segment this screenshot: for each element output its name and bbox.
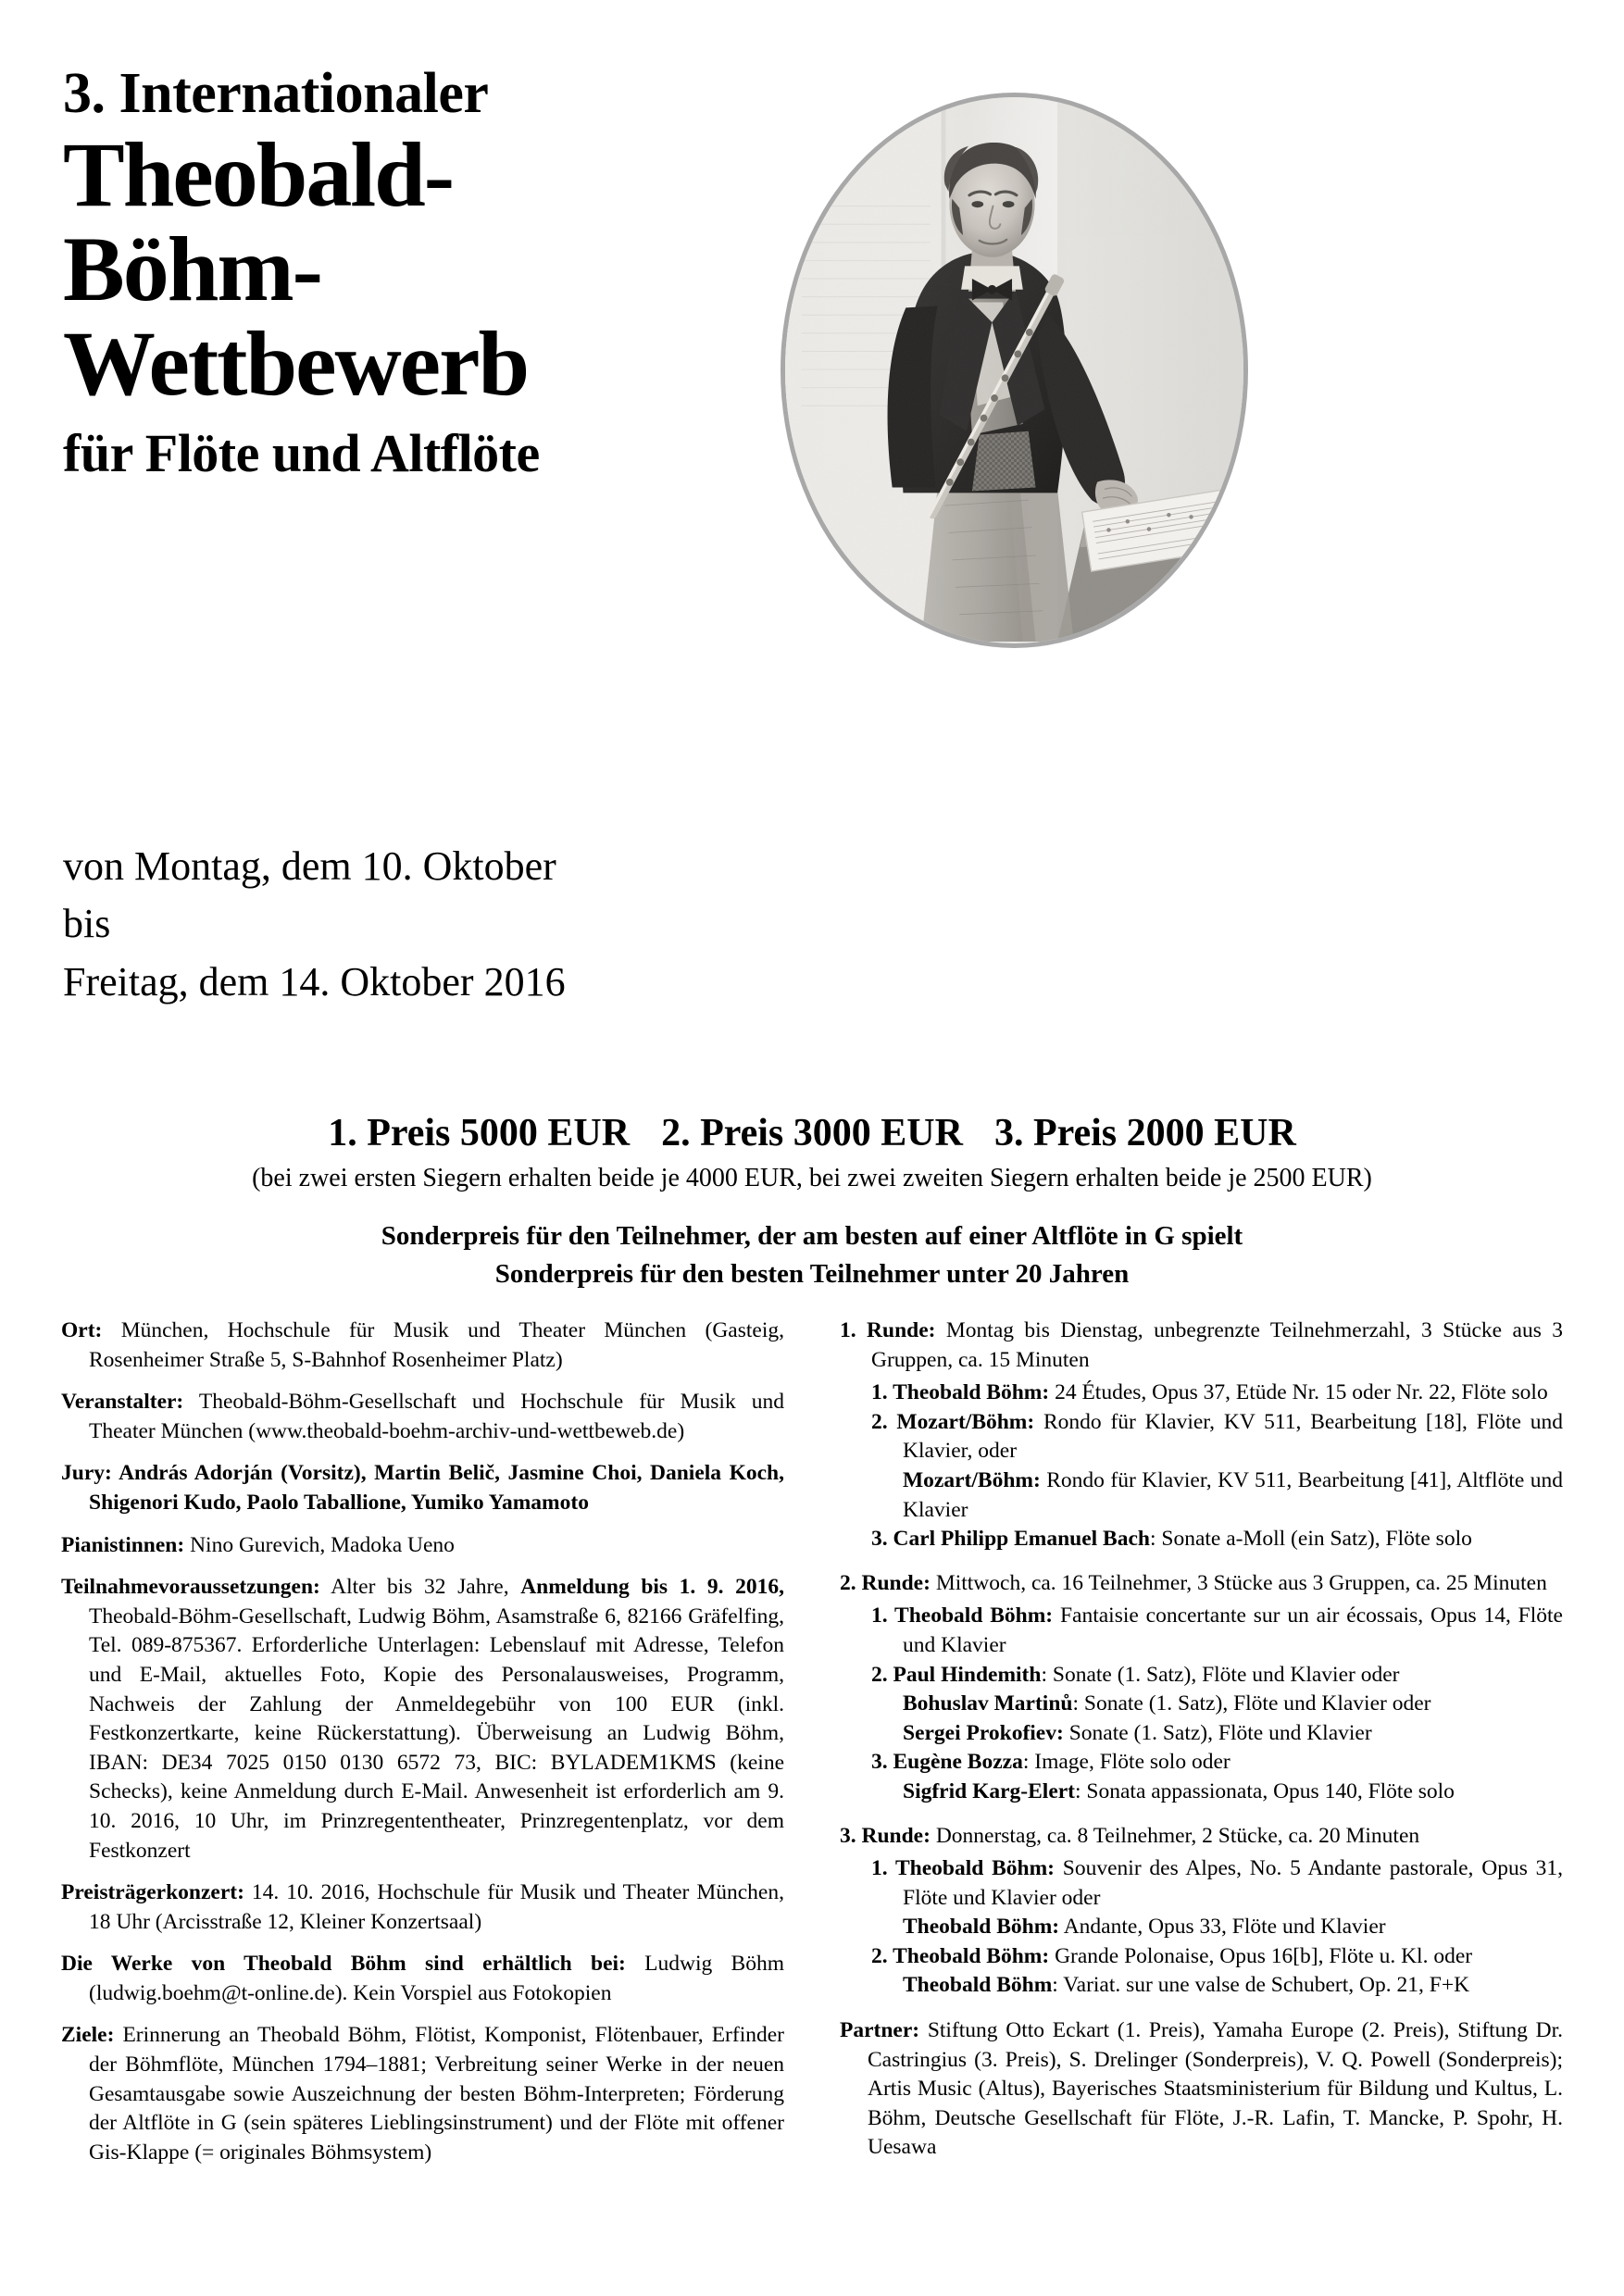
title-block	[63, 62, 804, 483]
left-entry	[61, 2021, 784, 2167]
entry-label: Ort:	[61, 1318, 103, 1342]
partner-text: Stiftung Otto Eckart (1. Preis), Yamaha Europe (2. Preis), Stiftung Dr. Castringius (3. Preis), S. Drelinger (Sonderpreis), V. Q. Powell (Sonderpreis); Artis Music (Altus), Bayerisches Staatsministerium für Bildung und Kultus, L. Böhm, Deutsche Gesellschaft für Flöte, J.-R. Lafin, T. Mancke, P. Spohr, H. Uesawa	[868, 2018, 1563, 2160]
piece-number: 1.	[871, 1856, 895, 1881]
left-column	[61, 1316, 784, 2167]
piece-alternative	[903, 1778, 1563, 1807]
entry-label: Pianistinnen:	[61, 1532, 185, 1557]
portrait-photo	[781, 93, 1248, 648]
piece-alternative	[903, 1466, 1563, 1525]
piece-composer: Paul Hindemith	[893, 1662, 1042, 1687]
entry-text-continued: Theobald-Böhm-Gesellschaft, Ludwig Böhm, Asamstraße 6, 82166 Gräfelfing, Tel. 089-875367. Erforderliche Unterlagen: Lebenslauf mit Adresse, Telefon und E-Mail, aktuelles Foto, Kopie des Personalausweises, Programm, Nachweis der Zahlung der Anmeldegebühr von 100 EUR (inkl. Festkonzertkarte, keine Rückerstattung). Überweisung an Ludwig Böhm, IBAN: DE34 7025 0150 0130 6572 73, BIC: BYLADEM1KMS (keine Schecks), keine Anmeldung durch E-Mail. Anwesenheit ist erforderlich am 9. 10. 2016, 10 Uhr, im Prinzregententheater, Prinzregentenplatz, vor dem Festkonzert	[89, 1603, 784, 1863]
entry-label: Teilnahmevoraussetzungen:	[61, 1575, 320, 1600]
title-subtitle: für Flöte und Altflöte	[63, 423, 540, 483]
round-piece	[871, 1379, 1563, 1408]
round-number: 2.	[840, 1570, 862, 1595]
entry-emphasis: Anmeldung bis 1. 9. 2016,	[520, 1575, 784, 1600]
piece-work: Souvenir des Alpes, No. 5 Andante pastorale, Opus 31, Flöte und Klavier oder	[903, 1856, 1563, 1910]
piece-number: 2.	[871, 1409, 897, 1434]
left-entry	[61, 1459, 784, 1517]
left-entry	[61, 1316, 784, 1375]
entry-text: Alter bis 32 Jahre,	[319, 1575, 521, 1600]
round-description: Mittwoch, ca. 16 Teilnehmer, 3 Stücke aus 3 Gruppen, ca. 25 Minuten	[930, 1570, 1547, 1595]
portrait-illustration-svg	[785, 97, 1243, 642]
round-heading	[840, 1822, 1563, 1852]
piece-work: : Sonate a-Moll (ein Satz), Flöte solo	[1149, 1527, 1472, 1552]
alternative-composer: Mozart/Böhm:	[903, 1467, 1041, 1492]
piece-work: Rondo für Klavier, KV 511, Bearbeitung [18], Flöte und Klavier, oder	[903, 1409, 1563, 1464]
round-description: Montag bis Dienstag, unbegrenzte Teilnehmerzahl, 3 Stücke aus 3 Gruppen, ca. 15 Minuten	[871, 1318, 1564, 1372]
piece-composer: Theobald Böhm:	[893, 1943, 1050, 1968]
entry-label: Ziele:	[61, 2023, 115, 2048]
round-piece	[871, 1408, 1563, 1466]
event-dates	[63, 838, 822, 1011]
left-entry	[61, 1573, 784, 1866]
prize-section	[0, 1111, 1624, 1293]
round-heading	[840, 1316, 1563, 1375]
alternative-work: : Sonata appassionata, Opus 140, Flöte solo	[1075, 1778, 1455, 1803]
header-area	[0, 0, 1624, 1065]
title-main-line-2: Böhm-	[63, 218, 321, 320]
entry-label: Jury: András Adorján (Vorsitz), Martin Belič, Jasmine Choi, Daniela Koch, Shigenori Kudo, Paolo Taballione, Yumiko Yamamoto	[61, 1461, 784, 1515]
round-heading	[840, 1569, 1563, 1599]
round-number: 1.	[840, 1318, 868, 1342]
piece-work: Grande Polonaise, Opus 16[b], Flöte u. Kl. oder	[1049, 1943, 1473, 1968]
title-main-line-3: Wettbewerb	[63, 312, 529, 415]
left-entry	[61, 1950, 784, 2008]
entry-text: Ludwig Böhm (ludwig.boehm@t-online.de). Kein Vorspiel aus Fotokopien	[89, 1952, 784, 2005]
round-piece	[871, 1602, 1563, 1660]
piece-number: 2.	[871, 1943, 893, 1968]
piece-composer: Eugène Bozza	[893, 1750, 1023, 1775]
piece-composer: Theobald Böhm:	[893, 1380, 1050, 1405]
entry-text: Nino Gurevich, Madoka Ueno	[184, 1532, 455, 1557]
alternative-work: Sonate (1. Satz), Flöte und Klavier	[1063, 1720, 1372, 1745]
piece-alternative	[903, 1913, 1563, 1942]
piece-composer: Carl Philipp Emanuel Bach	[893, 1527, 1150, 1552]
entry-text: Theobald-Böhm-Gesellschaft und Hochschule für Musik und Theater München (www.theobald-boehm-archiv-und-wettbeweb.de)	[89, 1390, 784, 1443]
prize-third: 3. Preis 2000 EUR	[993, 1112, 1296, 1154]
round-piece	[871, 1942, 1563, 1972]
piece-composer: Mozart/Böhm:	[896, 1409, 1035, 1434]
partner-label: Partner:	[840, 2018, 920, 2043]
alternative-composer: Theobald Böhm:	[903, 1915, 1060, 1940]
entry-label: Preisträgerkonzert:	[61, 1880, 244, 1905]
piece-work: 24 Études, Opus 37, Etüde Nr. 15 oder Nr. 22, Flöte solo	[1049, 1380, 1548, 1405]
alternative-work: Rondo für Klavier, KV 511, Bearbeitung [41], Altflöte und Klavier	[903, 1467, 1563, 1522]
special-prizes	[0, 1217, 1624, 1293]
round-label: Runde:	[861, 1570, 931, 1595]
alternative-composer: Bohuslav Martinů	[903, 1691, 1073, 1716]
special-prize-altflute: Sonderpreis für den Teilnehmer, der am besten auf einer Altflöte in G spielt	[381, 1221, 1243, 1251]
prize-note: (bei zwei ersten Siegern erhalten beide je 4000 EUR, bei zwei zweiten Siegern erhalten beide je 2500 EUR)	[252, 1164, 1372, 1192]
round-label: Runde:	[867, 1318, 936, 1342]
alternative-composer: Theobald Böhm	[903, 1973, 1053, 1998]
left-entry	[61, 1531, 784, 1561]
entry-text: 14. 10. 2016, Hochschule für Musik und Theater München, 18 Uhr (Arcisstraße 12, Kleiner Konzertsaal)	[89, 1880, 784, 1934]
entry-text: Erinnerung an Theobald Böhm, Flötist, Komponist, Flötenbauer, Erfinder der Böhmflöte, München 1794–1881; Verbreitung seiner Werke in der neuen Gesamtausgabe sowie Auszeichnung der besten Böhm-Interpreten; Förderung der Altflöte in G (sein späteres Lieblingsinstrument) und der Flöte mit offener Gis-Klappe (= originales Böhmsystem)	[89, 2023, 784, 2165]
left-entry	[61, 1388, 784, 1446]
left-entry	[61, 1878, 784, 1937]
round-description: Donnerstag, ca. 8 Teilnehmer, 2 Stücke, ca. 20 Minuten	[930, 1823, 1420, 1848]
prize-second: 2. Preis 3000 EUR	[661, 1112, 963, 1154]
entry-label: Die Werke von Theobald Böhm sind erhältlich bei:	[61, 1952, 626, 1977]
special-prize-under-20: Sonderpreis für den besten Teilnehmer unter 20 Jahren	[494, 1259, 1130, 1290]
round-piece	[871, 1525, 1563, 1554]
date-to: Freitag, dem 14. Oktober 2016	[63, 958, 566, 1004]
piece-number: 1.	[871, 1603, 895, 1628]
alternative-work: : Variat. sur une valse de Schubert, Op. 21, F+K	[1052, 1973, 1470, 1998]
title-edition-line: 3. Internationaler	[63, 62, 489, 125]
portrait-oval-frame	[781, 93, 1248, 648]
date-from: von Montag, dem 10. Oktober	[63, 843, 556, 889]
piece-alternative	[903, 1690, 1563, 1719]
piece-composer: Theobald Böhm:	[894, 1603, 1054, 1628]
prize-first: 1. Preis 5000 EUR	[328, 1112, 631, 1154]
piece-composer: Theobald Böhm:	[894, 1856, 1056, 1881]
round-piece	[871, 1748, 1563, 1778]
right-column	[840, 1316, 1563, 2167]
round-label: Runde:	[861, 1823, 931, 1848]
title-main-line-1: Theobald-	[63, 123, 454, 226]
piece-number: 1.	[871, 1380, 893, 1405]
alternative-work: Andante, Opus 33, Flöte und Klavier	[1059, 1915, 1386, 1940]
round-number: 3.	[840, 1823, 862, 1848]
alternative-work: : Sonate (1. Satz), Flöte und Klavier oder	[1072, 1691, 1431, 1716]
piece-number: 3.	[871, 1527, 893, 1552]
piece-alternative	[903, 1971, 1563, 2001]
piece-number: 2.	[871, 1662, 893, 1687]
round-piece	[871, 1661, 1563, 1691]
piece-number: 3.	[871, 1750, 893, 1775]
piece-work: : Image, Flöte solo oder	[1022, 1750, 1230, 1775]
entry-label: Veranstalter:	[61, 1390, 184, 1415]
body-columns	[0, 1316, 1624, 2167]
alternative-composer: Sergei Prokofiev:	[903, 1720, 1064, 1745]
entry-text: München, Hochschule für Musik und Theater München (Gasteig, Rosenheimer Straße 5, S-Bahnhof Rosenheimer Platz)	[89, 1318, 784, 1372]
date-joiner: bis	[63, 901, 111, 947]
piece-alternative	[903, 1719, 1563, 1749]
piece-work: : Sonate (1. Satz), Flöte und Klavier oder	[1041, 1662, 1400, 1687]
piece-work: Fantaisie concertante sur un air écossais, Opus 14, Flöte und Klavier	[903, 1603, 1563, 1657]
alternative-composer: Sigfrid Karg-Elert	[903, 1778, 1076, 1803]
partner-entry	[840, 2016, 1563, 2163]
round-piece	[871, 1854, 1563, 1913]
prize-row	[0, 1111, 1624, 1155]
